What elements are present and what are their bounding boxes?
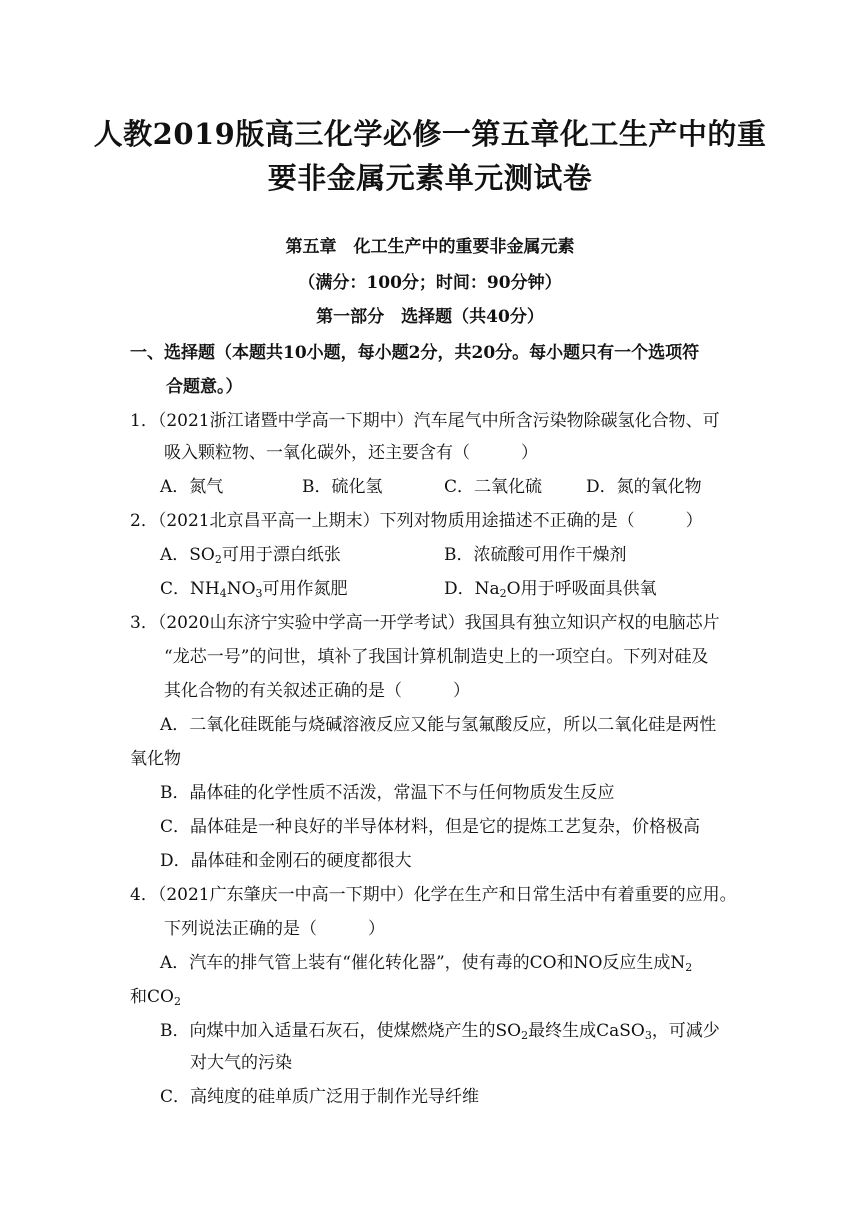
question-1-stem-line-1: 1．（2021浙江诸暨中学高一下期中）汽车尾气中所含污染物除碳氢化合物、可 — [130, 411, 720, 431]
chapter-heading: 第五章 化工生产中的重要非金属元素 — [285, 237, 575, 257]
question-1-option-d: D．氮的氧化物 — [586, 477, 702, 497]
question-1-option-b: B．硫化氢 — [302, 477, 383, 497]
question-4-stem-line-2: 下列说法正确的是（ ） — [164, 919, 385, 939]
question-2-option-b: B．浓硫酸可用作干燥剂 — [444, 545, 627, 565]
question-2-option-a: A．$SO_2$可用于漂白纸张 — [160, 545, 341, 566]
question-3-option-a-line-1: A．二氧化硅既能与烧碱溶液反应又能与氢氟酸反应，所以二氧化硅是两性 — [160, 715, 717, 735]
document-title-line-2: 要非金属元素单元测试卷 — [267, 161, 593, 195]
part-one-heading: 第一部分 选择题（共40分） — [316, 307, 544, 327]
question-2-option-c: C．$NH_4NO_3$可用作氮肥 — [160, 579, 348, 600]
section-one-instruction-line-1: 一、选择题（本题共10小题，每小题2分，共20分。每小题只有一个选项符 — [130, 343, 700, 363]
document-title-line-1: 人教2019版高三化学必修一第五章化工生产中的重 — [93, 117, 767, 151]
score-time-note: （满分：100分；时间：90分钟） — [298, 273, 562, 293]
question-4-option-b-line-1: B．向煤中加入适量石灰石，使煤燃烧产生的$SO_2$最终生成CaSO$_3$，可减少 — [160, 1021, 720, 1042]
question-4-option-a-line-1: A．汽车的排气管上装有“催化转化器”，使有毒的CO和NO反应生成$N_2$ — [160, 953, 693, 974]
question-3-option-c: C．晶体硅是一种良好的半导体材料，但是它的提炼工艺复杂，价格极高 — [160, 817, 701, 837]
section-one-instruction-line-2: 合题意。） — [166, 377, 243, 397]
question-3-option-b: B．晶体硅的化学性质不活泼，常温下不与任何物质发生反应 — [160, 783, 615, 803]
question-3-option-d: D．晶体硅和金刚石的硬度都很大 — [160, 851, 412, 871]
question-4-option-b-line-2: 对大气的污染 — [190, 1053, 292, 1073]
question-3-stem-line-3: 其化合物的有关叙述正确的是（ ） — [164, 681, 470, 701]
question-1-option-c: C．二氧化硫 — [444, 477, 543, 497]
question-4-option-a-line-2: 和$CO_2$ — [130, 987, 181, 1008]
question-3-stem-line-1: 3．（2020山东济宁实验中学高一开学考试）我国具有独立知识产权的电脑芯片 — [130, 613, 720, 633]
question-2-stem: 2．（2021北京昌平高一上期末）下列对物质用途描述不正确的是（ ） — [130, 511, 703, 531]
question-1-stem-line-2: 吸入颗粒物、一氧化碳外，还主要含有（ ） — [164, 443, 538, 463]
question-1-option-a: A．氮气 — [160, 477, 224, 497]
question-2-option-d: D．$Na_2O$用于呼吸面具供氧 — [444, 579, 657, 600]
question-3-option-a-line-2: 氧化物 — [130, 749, 181, 769]
question-4-option-c: C．高纯度的硅单质广泛用于制作光导纤维 — [160, 1087, 480, 1107]
question-4-stem-line-1: 4．（2021广东肇庆一中高一下期中）化学在生产和日常生活中有着重要的应用。 — [130, 885, 737, 905]
question-3-stem-line-2: “龙芯一号”的问世，填补了我国计算机制造史上的一项空白。下列对硅及 — [164, 647, 709, 667]
